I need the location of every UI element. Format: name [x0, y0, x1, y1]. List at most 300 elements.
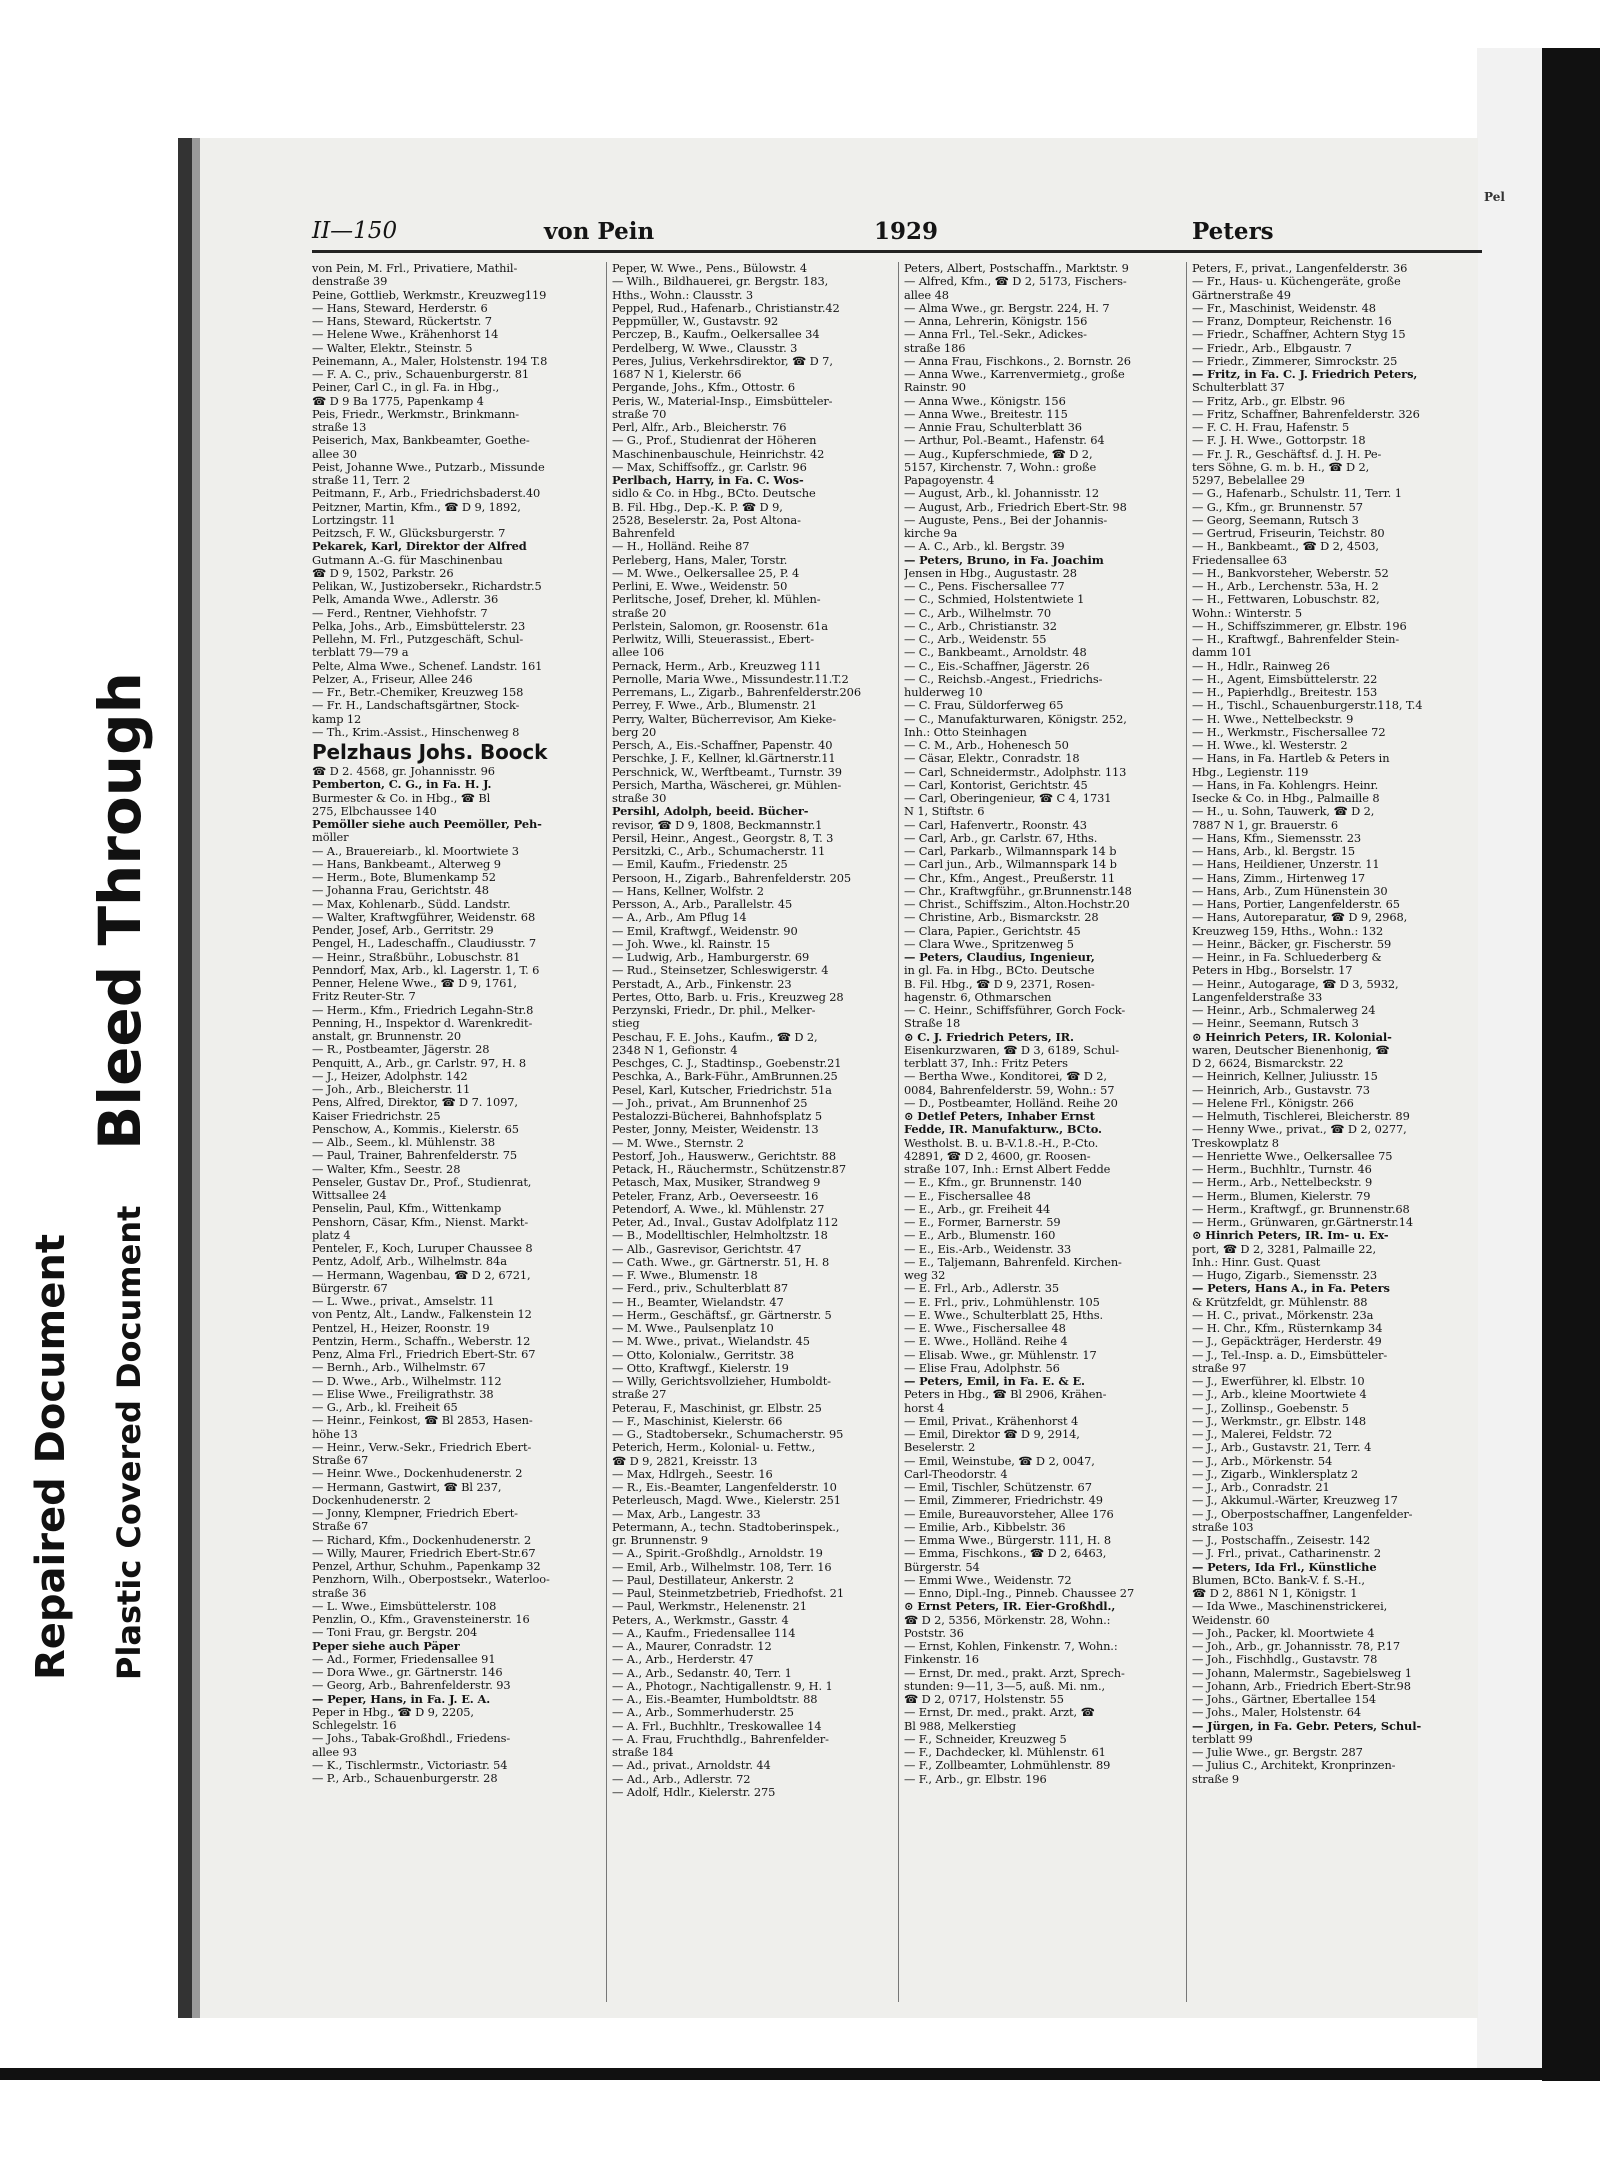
- directory-entry: straße 107, Inh.: Ernst Albert Fedde: [904, 1163, 1111, 1176]
- directory-entry: — E. Frl., Arb., Adlerstr. 35: [904, 1282, 1060, 1296]
- directory-entry: Penz, Alma Frl., Friedrich Ebert-Str. 67: [312, 1348, 536, 1361]
- directory-entry: — F. C. H. Frau, Hafenstr. 5: [1192, 421, 1350, 434]
- directory-entry: — Johann, Malermstr., Sagebielsweg 1: [1192, 1666, 1412, 1680]
- directory-entry: — Emma Wwe., Bürgerstr. 111, H. 8: [904, 1534, 1111, 1547]
- directory-entry: Persoon, H., Zigarb., Bahrenfelderstr. 205: [612, 871, 852, 885]
- directory-entry: — Wilh., Bildhauerei, gr. Bergstr. 183,: [612, 275, 829, 289]
- directory-entry: Finkenstr. 16: [904, 1653, 979, 1667]
- directory-entry: — Hans, Kfm., Siemensstr. 23: [1192, 831, 1362, 845]
- directory-entry: Perdelberg, W. Wwe., Clausstr. 3: [612, 341, 798, 355]
- directory-entry: Straße 67: [312, 1520, 369, 1534]
- directory-entry: — Alfred, Kfm., ☎ D 2, 5173, Fischers-: [904, 275, 1127, 289]
- directory-entry: — Heinrich, Kellner, Juliusstr. 15: [1192, 1070, 1378, 1084]
- directory-entry: straße 11, Terr. 2: [312, 474, 411, 487]
- directory-entry: — A., Maurer, Conradstr. 12: [612, 1640, 772, 1653]
- directory-entry: Pernack, Herm., Arb., Kreuzweg 111: [612, 659, 822, 673]
- directory-entry: — Friedr., Arb., Elbgaustr. 7: [1192, 341, 1352, 355]
- directory-entry: Pernolle, Maria Wwe., Missundestr.11.T.2: [612, 672, 849, 686]
- directory-entry: Fedde, IR. Manufakturw., BCto.: [904, 1123, 1102, 1137]
- directory-entry: — August, Arb., Friedrich Ebert-Str. 98: [904, 500, 1127, 514]
- directory-entry: — Friedr., Schaffner, Achtern Styg 15: [1192, 328, 1406, 342]
- directory-entry: — Joh., Arb., gr. Johannisstr. 78, P.17: [1192, 1640, 1401, 1653]
- directory-entry: — A., Eis.-Beamter, Humboldtstr. 88: [612, 1693, 818, 1706]
- directory-entry: ☎ D 2, 5356, Mörkenstr. 28, Wohn.:: [904, 1613, 1111, 1627]
- directory-entry: — Anna Frl., Tel.-Sekr., Adickes-: [904, 328, 1087, 342]
- directory-entry: — Joh. Wwe., kl. Rainstr. 15: [612, 937, 771, 951]
- directory-entry: Perschke, J. F., Kellner, kl.Gärtnerstr.11: [612, 752, 836, 766]
- directory-entry: — A., Spirit.-Großhdlg., Arnoldstr. 19: [612, 1547, 823, 1561]
- directory-entry: — G., Arb., kl. Freiheit 65: [312, 1401, 458, 1414]
- directory-entry: — Hugo, Zigarb., Siemensstr. 23: [1192, 1269, 1378, 1282]
- directory-entry: Pentzin, Herm., Schaffn., Weberstr. 12: [312, 1334, 531, 1348]
- directory-entry: 1687 N 1, Kielerstr. 66: [612, 368, 742, 381]
- directory-entry: — Joh., Packer, kl. Moortwiete 4: [1192, 1626, 1375, 1640]
- directory-entry: — Christ., Schiffszim., Alton.Hochstr.20: [904, 898, 1130, 911]
- directory-entry: Hths., Wohn.: Clausstr. 3: [612, 288, 754, 302]
- directory-entry: — Johs., Gärtner, Ebertallee 154: [1192, 1693, 1376, 1706]
- directory-entry: sidlo & Co. in Hbg., BCto. Deutsche: [612, 487, 816, 501]
- directory-entry: — Arthur, Pol.-Beamt., Hafenstr. 64: [904, 434, 1105, 448]
- directory-entry: — H. Wwe., Nettelbeckstr. 9: [1192, 712, 1354, 726]
- directory-entry: — Emil, Zimmerer, Friedrichstr. 49: [904, 1494, 1103, 1508]
- directory-entry: Perry, Walter, Bücherrevisor, Am Kieke-: [612, 712, 836, 726]
- directory-entry: — M. Wwe., Sternstr. 2: [612, 1136, 744, 1150]
- directory-entry: — Otto, Kolonialw., Gerritstr. 38: [612, 1348, 794, 1362]
- directory-entry: — Herm., Bote, Blumenkamp 52: [312, 871, 496, 884]
- directory-entry: Peitmann, F., Arb., Friedrichsbaderst.40: [312, 487, 541, 501]
- directory-entry: Hbg., Legienstr. 119: [1192, 765, 1309, 779]
- directory-entry: — Carl jun., Arb., Wilmannspark 14 b: [904, 858, 1117, 872]
- directory-entry: ⊙ Heinrich Peters, IR. Kolonial-: [1192, 1030, 1392, 1044]
- scan-bottom-edge: [0, 2068, 1600, 2080]
- directory-entry: Penzhorn, Wilh., Oberpostsekr., Waterloo-: [312, 1573, 550, 1587]
- directory-entry: — J., Malerei, Feldstr. 72: [1192, 1428, 1333, 1441]
- directory-entry: Perlbach, Harry, in Fa. C. Wos-: [612, 474, 804, 487]
- directory-entry: D 2, 6624, Bismarckstr. 22: [1192, 1057, 1344, 1070]
- directory-entry: straße 27: [612, 1388, 667, 1402]
- directory-entry: — Fritz, in Fa. C. J. Friedrich Peters,: [1192, 368, 1418, 381]
- directory-entry: Petack, H., Räuchermstr., Schützenstr.87: [612, 1163, 846, 1176]
- directory-entry: — Alb., Gasrevisor, Gerichtstr. 47: [612, 1242, 802, 1256]
- directory-entry: — J., Postschaffn., Zeisestr. 142: [1192, 1534, 1371, 1547]
- directory-entry: — Chr., Kraftwgführ., gr.Brunnenstr.148: [904, 884, 1132, 898]
- directory-entry: Peterau, F., Maschinist, gr. Elbstr. 25: [612, 1401, 822, 1415]
- directory-entry: Langenfelderstraße 33: [1192, 990, 1323, 1004]
- directory-entry: — H., Schiffszimmerer, gr. Elbstr. 196: [1192, 619, 1407, 633]
- directory-entry: ⊙ Detlef Peters, Inhaber Ernst: [904, 1110, 1095, 1123]
- directory-entry: — L. Wwe., privat., Amselstr. 11: [312, 1295, 495, 1308]
- directory-entry: — L. Wwe., Eimsbüttelerstr. 108: [312, 1599, 497, 1613]
- directory-entry: — Bertha Wwe., Konditorei, ☎ D 2,: [904, 1070, 1107, 1084]
- directory-entry: Perschnick, W., Werftbeamt., Turnstr. 39: [612, 765, 842, 779]
- directory-entry: 0084, Bahrenfelderstr. 59, Wohn.: 57: [904, 1083, 1115, 1097]
- directory-entry: — Peters, Ida Frl., Künstliche: [1192, 1560, 1377, 1574]
- directory-entry: — Julius C., Architekt, Kronprinzen-: [1192, 1759, 1396, 1773]
- directory-entry: Bl 988, Melkerstieg: [904, 1719, 1016, 1733]
- directory-entry: — J., Akkumul.-Wärter, Kreuzweg 17: [1192, 1494, 1398, 1508]
- directory-entry: straße 97: [1192, 1361, 1247, 1375]
- running-head-first: von Pein: [544, 218, 655, 245]
- directory-entry: — Helene Frl., Königstr. 266: [1192, 1096, 1354, 1110]
- directory-entry: — Hans, Steward, Rückertstr. 7: [312, 315, 492, 328]
- directory-entry: — Johanna Frau, Gerichtstr. 48: [312, 884, 489, 898]
- directory-entry: Perl, Alfr., Arb., Bleicherstr. 76: [612, 421, 787, 434]
- directory-entry: terblatt 37, Inh.: Fritz Peters: [904, 1057, 1068, 1070]
- scan-top-margin: [0, 0, 1600, 48]
- directory-entry: — Clara Wwe., Spritzenweg 5: [904, 937, 1074, 951]
- directory-entry: — Emil, Tischler, Schützenstr. 67: [904, 1481, 1092, 1494]
- directory-entry: allee 106: [612, 646, 665, 660]
- directory-entry: hulderweg 10: [904, 686, 983, 699]
- directory-entry: — Walter, Kfm., Seestr. 28: [312, 1162, 461, 1176]
- directory-entry: — C. M., Arb., Hohenesch 50: [904, 739, 1069, 752]
- directory-entry: N 1, Stiftstr. 6: [904, 805, 985, 819]
- directory-entry: Treskowplatz 8: [1192, 1136, 1279, 1150]
- directory-entry: Carl-Theodorstr. 4: [904, 1467, 1008, 1481]
- directory-entry: — E. Frl., priv., Lohmühlenstr. 105: [904, 1295, 1100, 1309]
- directory-entry: Inh.: Hinr. Gust. Quast: [1192, 1255, 1321, 1269]
- directory-entry: — Walter, Elektr., Steinstr. 5: [312, 341, 473, 355]
- directory-entry: ☎ D 2, 8861 N 1, Königstr. 1: [1192, 1587, 1358, 1600]
- directory-entry: Peis, Friedr., Werkmstr., Brinkmann-: [312, 407, 520, 421]
- directory-entry: Pellehn, M. Frl., Putzgeschäft, Schul-: [312, 633, 524, 646]
- directory-entry: — E., Arb., gr. Freiheit 44: [904, 1202, 1051, 1216]
- directory-entry: Peschau, F. E. Johs., Kaufm., ☎ D 2,: [612, 1030, 818, 1044]
- facing-page-strip: [1477, 48, 1542, 2068]
- directory-entry: Persitzki, C., Arb., Schumacherstr. 11: [612, 845, 826, 858]
- directory-entry: — Fr. J. R., Geschäftsf. d. J. H. Pe-: [1192, 447, 1382, 461]
- directory-entry: — Anna Wwe., Karrenvermietg., große: [904, 368, 1125, 381]
- directory-entry: — E., Eis.-Arb., Weidenstr. 33: [904, 1242, 1072, 1256]
- directory-entry: — Fritz, Schaffner, Bahrenfelderstr. 326: [1192, 407, 1420, 421]
- directory-entry: — E. Wwe., Holländ. Reihe 4: [904, 1335, 1068, 1349]
- directory-entry: — Enno, Dipl.-Ing., Pinneb. Chaussee 27: [904, 1587, 1135, 1600]
- directory-entry: Petasch, Max, Musiker, Strandweg 9: [612, 1176, 821, 1190]
- directory-entry: Friedensallee 63: [1192, 553, 1288, 567]
- directory-entry: — Hans, Steward, Herderstr. 6: [312, 301, 488, 315]
- directory-entry: — Ernst, Dr. med., prakt. Arzt, ☎: [904, 1706, 1095, 1720]
- directory-entry: — F., Maschinist, Kielerstr. 66: [612, 1414, 783, 1428]
- directory-entry: — Herm., Grünwaren, gr.Gärtnerstr.14: [1192, 1216, 1413, 1229]
- directory-entry: Peschka, A., Bark-Führ., AmBrunnen.25: [612, 1070, 838, 1084]
- directory-entry: Gärtnerstraße 49: [1192, 288, 1291, 302]
- directory-entry: — A. C., Arb., kl. Bergstr. 39: [904, 540, 1065, 554]
- directory-entry: Pestalozzi-Bücherei, Bahnhofsplatz 5: [612, 1110, 822, 1123]
- directory-entry: — Friedr., Zimmerer, Simrockstr. 25: [1192, 354, 1398, 368]
- directory-entry: Pesel, Karl, Kutscher, Friedrichstr. 51a: [612, 1083, 832, 1097]
- directory-entry: — Fr. H., Landschaftsgärtner, Stock-: [312, 699, 520, 713]
- directory-entry: — Ferd., Rentner, Viehhofstr. 7: [312, 606, 488, 620]
- directory-entry: — A., Brauereiarb., kl. Moortwiete 3: [312, 844, 519, 858]
- directory-entry: — H., u. Sohn, Tauwerk, ☎ D 2,: [1192, 805, 1375, 819]
- directory-entry: — Emile, Bureauvorsteher, Allee 176: [904, 1507, 1114, 1521]
- directory-entry: Penzlin, O., Kfm., Gravensteinerstr. 16: [312, 1613, 530, 1626]
- directory-entry: — Gertrud, Friseurin, Teichstr. 80: [1192, 527, 1385, 540]
- directory-entry: — Toni Frau, gr. Bergstr. 204: [312, 1626, 478, 1640]
- directory-entry: — G., Hafenarb., Schulstr. 11, Terr. 1: [1192, 487, 1402, 501]
- directory-entry: — Georg, Arb., Bahrenfelderstr. 93: [312, 1679, 511, 1693]
- header-rule: [312, 250, 1482, 253]
- directory-entry: straße 20: [612, 606, 667, 620]
- directory-entry: — H., Papierhdlg., Breitestr. 153: [1192, 686, 1378, 699]
- directory-entry: Peterich, Herm., Kolonial- u. Fettw.,: [612, 1441, 816, 1455]
- directory-entry: — Heinr., Straßbühr., Lobuschstr. 81: [312, 950, 521, 964]
- directory-entry: Peters in Hbg., Borselstr. 17: [1192, 964, 1353, 978]
- directory-entry: Burmester & Co. in Hbg., ☎ Bl: [312, 791, 491, 805]
- directory-entry: — Ad., privat., Arnoldstr. 44: [612, 1759, 771, 1773]
- directory-entry: Peteler, Franz, Arb., Oeverseestr. 16: [612, 1189, 819, 1203]
- directory-entry: Peitzsch, F. W., Glücksburgerstr. 7: [312, 527, 506, 540]
- directory-entry: terblatt 99: [1192, 1732, 1253, 1746]
- directory-entry: kirche 9a: [904, 527, 958, 540]
- directory-entry: Dockenhudenerstr. 2: [312, 1493, 431, 1507]
- directory-entry: — A., Arb., Herderstr. 47: [612, 1653, 754, 1667]
- directory-entry: — C., Bankbeamt., Arnoldstr. 48: [904, 646, 1087, 660]
- directory-entry: Pelikan, W., Justizobersekr., Richardstr.5: [312, 580, 542, 593]
- column-rule: [606, 262, 607, 2002]
- directory-entry: — D. Wwe., Arb., Wilhelmstr. 112: [312, 1374, 502, 1388]
- directory-entry: platz 4: [312, 1228, 351, 1242]
- directory-entry: — J., Arb., Gustavstr. 21, Terr. 4: [1192, 1441, 1372, 1455]
- directory-entry: — Ad., Former, Friedensallee 91: [312, 1652, 496, 1666]
- directory-entry: — J., Ewerführer, kl. Elbstr. 10: [1192, 1375, 1365, 1388]
- directory-entry: — J., Arb., Mörkenstr. 54: [1192, 1454, 1333, 1468]
- directory-entry: — Paul, Trainer, Bahrenfelderstr. 75: [312, 1149, 518, 1163]
- directory-entry: — Johann, Arb., Friedrich Ebert-Str.98: [1192, 1679, 1411, 1693]
- directory-entry: ⊙ Hinrich Peters, IR. Im- u. Ex-: [1192, 1229, 1389, 1243]
- directory-entry: — Heinr., Feinkost, ☎ Bl 2853, Hasen-: [312, 1414, 533, 1428]
- directory-entry: — Walter, Kraftwgführer, Weidenstr. 68: [312, 910, 536, 924]
- directory-entry: Peper in Hbg., ☎ D 9, 2205,: [312, 1705, 474, 1719]
- directory-entry: 42891, ☎ D 2, 4600, gr. Roosen-: [904, 1149, 1091, 1163]
- directory-entry: — E., Taljemann, Bahrenfeld. Kirchen-: [904, 1255, 1122, 1269]
- directory-entry: — Paul, Werkmstr., Helenenstr. 21: [612, 1600, 807, 1614]
- directory-entry: — G., Stadtobersekr., Schumacherstr. 95: [612, 1428, 844, 1441]
- directory-entry: Perlstein, Salomon, gr. Roosenstr. 61a: [612, 619, 828, 633]
- directory-entry: höhe 13: [312, 1427, 358, 1441]
- directory-entry: 275, Elbchaussee 140: [312, 804, 437, 818]
- directory-entry: — Joh., Fischhdlg., Gustavstr. 78: [1192, 1653, 1378, 1667]
- directory-entry: Pemberton, C. G., in Fa. H. J.: [312, 778, 492, 792]
- directory-entry: — Emma, Fischkons., ☎ D 2, 6463,: [904, 1547, 1107, 1561]
- directory-entry: Pester, Jonny, Meister, Weidenstr. 13: [612, 1123, 819, 1137]
- directory-entry: Rainstr. 90: [904, 381, 966, 395]
- directory-entry: 2528, Beselerstr. 2a, Post Altona-: [612, 513, 801, 527]
- directory-entry: — M. Wwe., Oelkersallee 25, P. 4: [612, 566, 800, 580]
- directory-entry: Pengel, H., Ladeschaffn., Claudiusstr. 7: [312, 937, 537, 951]
- directory-entry: — E., Arb., Blumenstr. 160: [904, 1229, 1056, 1243]
- directory-entry: von Pentz, Alt., Landw., Falkenstein 12: [312, 1308, 532, 1322]
- directory-entry: Gutmann A.-G. für Maschinenbau: [312, 553, 503, 567]
- directory-entry: Perlini, E. Wwe., Weidenstr. 50: [612, 580, 788, 593]
- directory-entry: — H. C., privat., Mörkenstr. 23a: [1192, 1308, 1374, 1322]
- directory-entry: — Peper, Hans, in Fa. J. E. A.: [312, 1692, 491, 1706]
- directory-entry: — Emil, Privat., Krähenhorst 4: [904, 1414, 1079, 1428]
- directory-entry: von Pein, M. Frl., Privatiere, Mathil-: [312, 262, 518, 275]
- directory-entry: — Fritz, Arb., gr. Elbstr. 96: [1192, 394, 1346, 408]
- directory-entry: — C., Eis.-Schaffner, Jägerstr. 26: [904, 659, 1090, 673]
- directory-entry: — Max, Kohlenarb., Südd. Landstr.: [312, 897, 511, 911]
- directory-entry: — Otto, Kraftwgf., Kielerstr. 19: [612, 1361, 789, 1375]
- directory-entry: — Herm., Blumen, Kielerstr. 79: [1192, 1189, 1371, 1203]
- directory-entry: — E., Fischersallee 48: [904, 1189, 1031, 1203]
- directory-entry: 5297, Bebelallee 29: [1192, 474, 1305, 487]
- directory-entry: — E., Kfm., gr. Brunnenstr. 140: [904, 1176, 1082, 1190]
- directory-entry: — Ida Wwe., Maschinenstrickerei,: [1192, 1600, 1388, 1614]
- directory-entry: — Th., Krim.-Assist., Hinschenweg 8: [312, 725, 520, 739]
- directory-entry: — H., Werkmstr., Fischersallee 72: [1192, 725, 1386, 739]
- directory-entry: — Julie Wwe., gr. Bergstr. 287: [1192, 1746, 1363, 1759]
- directory-entry: — H., Agent, Eimsbüttelerstr. 22: [1192, 672, 1378, 686]
- directory-entry: Peper, W. Wwe., Pens., Bülowstr. 4: [612, 262, 807, 275]
- directory-entry: — Elisab. Wwe., gr. Mühlenstr. 17: [904, 1348, 1097, 1362]
- directory-entry: — Cäsar, Elektr., Conradstr. 18: [904, 752, 1080, 766]
- directory-entry: — H. Wwe., kl. Westerstr. 2: [1192, 739, 1348, 752]
- directory-entry: ⊙ C. J. Friedrich Peters, IR.: [904, 1030, 1074, 1044]
- directory-entry: — Heinr., Seemann, Rutsch 3: [1192, 1017, 1359, 1031]
- directory-entry: ☎ D 9, 1502, Parkstr. 26: [312, 566, 454, 580]
- directory-entry: — M. Wwe., privat., Wielandstr. 45: [612, 1335, 810, 1349]
- directory-entry: — Peters, Emil, in Fa. E. & E.: [904, 1375, 1085, 1388]
- directory-entry: — Carl, Parkarb., Wilmannspark 14 b: [904, 845, 1117, 858]
- directory-entry: Peters, A., Werkmstr., Gasstr. 4: [612, 1613, 789, 1627]
- directory-entry: — Helene Wwe., Krähenhorst 14: [312, 328, 499, 342]
- directory-entry: Straße 18: [904, 1017, 961, 1031]
- directory-entry: — Anna, Lehrerin, Königstr. 156: [904, 315, 1088, 328]
- directory-entry: — Aug., Kupferschmiede, ☎ D 2,: [904, 447, 1093, 461]
- directory-entry: — Peters, Bruno, in Fa. Joachim: [904, 553, 1104, 567]
- directory-entry: Penner, Helene Wwe., ☎ D 9, 1761,: [312, 977, 517, 990]
- directory-entry: — H. Chr., Kfm., Rüsternkamp 34: [1192, 1322, 1383, 1335]
- directory-entry: Peters, F., privat., Langenfelderstr. 36: [1192, 262, 1408, 275]
- directory-entry: — Carl, Oberingenieur, ☎ C 4, 1731: [904, 792, 1112, 805]
- directory-entry: — Hans, Heildiener, Unzerstr. 11: [1192, 858, 1380, 872]
- directory-entry: in gl. Fa. in Hbg., BCto. Deutsche: [904, 964, 1095, 978]
- directory-entry: — Joh., Arb., Bleicherstr. 11: [312, 1083, 471, 1096]
- directory-entry: straße 184: [612, 1746, 674, 1759]
- directory-entry: — Henny Wwe., privat., ☎ D 2, 0277,: [1192, 1123, 1407, 1137]
- directory-entry: — Willy, Maurer, Friedrich Ebert-Str.67: [312, 1546, 536, 1560]
- directory-entry: — J. Frl., privat., Catharinenstr. 2: [1192, 1547, 1382, 1561]
- directory-entry: — Herm., Kraftwgf., gr. Brunnenstr.68: [1192, 1202, 1410, 1216]
- directory-entry: Perczep, B., Kaufm., Oelkersallee 34: [612, 328, 820, 342]
- directory-entry: — C. Frau, Süldorferweg 65: [904, 699, 1064, 713]
- directory-entry: ☎ D 2, 0717, Holstenstr. 55: [904, 1693, 1064, 1706]
- directory-entry: — H., Hdlr., Rainweg 26: [1192, 659, 1330, 673]
- directory-entry: — Heinr., Bäcker, gr. Fischerstr. 59: [1192, 937, 1392, 951]
- directory-entry: — Hans, in Fa. Kohlengrs. Heinr.: [1192, 778, 1379, 792]
- directory-entry: Persch, A., Eis.-Schaffner, Papenstr. 40: [612, 739, 833, 752]
- directory-entry: Penning, H., Inspektor d. Warenkredit-: [312, 1016, 533, 1030]
- directory-entry: — Auguste, Pens., Bei der Johannis-: [904, 513, 1108, 527]
- directory-entry: Persich, Martha, Wäscherei, gr. Mühlen-: [612, 778, 842, 792]
- directory-entry: Straße 67: [312, 1454, 369, 1467]
- directory-entry: anstalt, gr. Brunnenstr. 20: [312, 1030, 462, 1043]
- directory-entry: — Johs., Maler, Holstenstr. 64: [1192, 1706, 1362, 1720]
- directory-entry: Eisenkurzwaren, ☎ D 3, 6189, Schul-: [904, 1043, 1119, 1057]
- directory-entry: — Heinr. Wwe., Dockenhudenerstr. 2: [312, 1467, 523, 1481]
- directory-entry: Peterleusch, Magd. Wwe., Kielerstr. 251: [612, 1494, 841, 1508]
- directory-entry: — Emil, Kraftwgf., Weidenstr. 90: [612, 924, 798, 938]
- running-head-last: Peters: [1192, 218, 1274, 245]
- directory-entry: — A. Frl., Buchhltr., Treskowallee 14: [612, 1719, 822, 1733]
- directory-entry: — B., Modelltischler, Helmholtzstr. 18: [612, 1229, 828, 1243]
- directory-entry: stieg: [612, 1017, 640, 1031]
- directory-entry: Pelte, Alma Wwe., Schenef. Landstr. 161: [312, 659, 543, 673]
- directory-entry: — Willy, Gerichtsvollzieher, Humboldt-: [612, 1375, 831, 1388]
- directory-entry: revisor, ☎ D 9, 1808, Beckmannstr.1: [612, 818, 823, 832]
- directory-entry: — K., Tischlermstr., Victoriastr. 54: [312, 1758, 508, 1772]
- directory-entry: Penzel, Arthur, Schuhm., Papenkamp 32: [312, 1560, 541, 1573]
- directory-entry: allee 48: [904, 288, 949, 302]
- directory-entry: Penshorn, Cäsar, Kfm., Nienst. Markt-: [312, 1215, 529, 1229]
- directory-entry: Papagoyenstr. 4: [904, 474, 995, 487]
- directory-entry: Penschow, A., Kommis., Kielerstr. 65: [312, 1122, 519, 1136]
- directory-entry: — Richard, Kfm., Dockenhudenerstr. 2: [312, 1533, 532, 1547]
- directory-entry: — Emil, Direktor ☎ D 9, 2914,: [904, 1428, 1080, 1441]
- repaired-document-label: Repaired Document: [28, 1234, 74, 1680]
- directory-entry: straße 30: [612, 792, 667, 805]
- directory-entry: Inh.: Otto Steinhagen: [904, 725, 1027, 739]
- directory-entry: — Peters, Claudius, Ingenieur,: [904, 951, 1095, 964]
- directory-entry: Persil, Heinr., Angest., Georgstr. 8, T. 3: [612, 831, 834, 845]
- directory-entry: & Krützfeldt, gr. Mühlenstr. 88: [1192, 1295, 1368, 1309]
- directory-entry: Bürgerstr. 54: [904, 1560, 980, 1574]
- directory-entry: Pentz, Adolf, Arb., Wilhelmstr. 84a: [312, 1255, 507, 1269]
- directory-entry: — H., Bankbeamt., ☎ D 2, 4503,: [1192, 540, 1379, 554]
- directory-entry: — H., Fettwaren, Lobuschstr. 82,: [1192, 593, 1380, 607]
- directory-entry: hagenstr. 6, Othmarschen: [904, 990, 1052, 1004]
- directory-entry: — Ferd., priv., Schulterblatt 87: [612, 1282, 789, 1296]
- directory-entry: — Helmuth, Tischlerei, Bleicherstr. 89: [1192, 1110, 1410, 1123]
- directory-entry: — C. Heinr., Schiffsführer, Gorch Fock-: [904, 1004, 1126, 1017]
- directory-entry: straße 9: [1192, 1772, 1240, 1786]
- directory-column-1: [312, 262, 600, 1785]
- directory-column-3: [904, 262, 1192, 1786]
- directory-entry: — J., Zollinsp., Goebenstr. 5: [1192, 1401, 1349, 1415]
- directory-entry: — E., Former, Barnerstr. 59: [904, 1216, 1061, 1229]
- directory-entry: — Bernh., Arb., Wilhelmstr. 67: [312, 1361, 486, 1375]
- directory-entry: — A. Frau, Fruchthdlg., Bahrenfelder-: [612, 1732, 829, 1746]
- directory-entry: — C., Arb., Weidenstr. 55: [904, 633, 1047, 646]
- directory-entry: — Emilie, Arb., Kibbelstr. 36: [904, 1520, 1066, 1534]
- directory-entry: — H., Beamter, Wielandstr. 47: [612, 1295, 784, 1309]
- directory-entry: — H., Arb., Lerchenstr. 53a, H. 2: [1192, 580, 1379, 593]
- directory-entry: stunden: 9—11, 3—5, auß. Mi. nm.,: [904, 1679, 1106, 1693]
- directory-entry: ☎ D 9 Ba 1775, Papenkamp 4: [312, 394, 484, 408]
- directory-entry: — A., Arb., Am Pflug 14: [612, 911, 747, 925]
- directory-entry: — J., Gepäckträger, Herderstr. 49: [1192, 1335, 1382, 1349]
- directory-entry: straße 186: [904, 341, 966, 355]
- directory-entry: — Emil, Arb., Wilhelmstr. 108, Terr. 16: [612, 1560, 832, 1574]
- directory-entry: — Anna Wwe., Breitestr. 115: [904, 407, 1068, 421]
- directory-entry: — Georg, Seemann, Rutsch 3: [1192, 513, 1359, 527]
- directory-entry: — F., Dachdecker, kl. Mühlenstr. 61: [904, 1746, 1106, 1759]
- facing-page-fragment: Pel: [1484, 190, 1505, 204]
- directory-entry: Petendorf, A. Wwe., kl. Mühlenstr. 27: [612, 1202, 825, 1216]
- directory-entry: Peiner, Carl C., in gl. Fa. in Hbg.,: [312, 381, 500, 395]
- directory-entry: Schlegelstr. 16: [312, 1719, 397, 1732]
- directory-entry: Pertes, Otto, Barb. u. Fris., Kreuzweg 28: [612, 990, 844, 1004]
- directory-entry: Kreuzweg 159, Hths., Wohn.: 132: [1192, 924, 1384, 938]
- directory-entry: Peschges, C. J., Stadtinsp., Goebenstr.21: [612, 1057, 842, 1070]
- directory-entry: — Hans, Arb., Zum Hünenstein 30: [1192, 884, 1388, 898]
- directory-entry: Peper siehe auch Päper: [312, 1639, 460, 1653]
- directory-entry: — G., Prof., Studienrat der Höheren: [612, 434, 817, 448]
- directory-entry: 7887 N 1, gr. Brauerstr. 6: [1192, 818, 1339, 832]
- directory-entry: — Clara, Papier., Gerichtstr. 45: [904, 924, 1081, 938]
- directory-entry: Penselin, Paul, Kfm., Wittenkamp: [312, 1202, 502, 1216]
